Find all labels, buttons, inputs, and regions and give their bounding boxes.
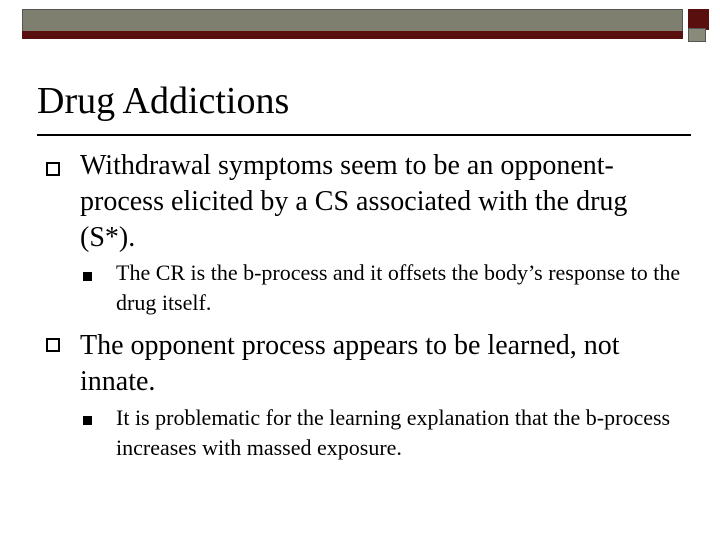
bullet-1-text: Withdrawal symptoms seem to be an opponent-process elicited by a CS associated with the drug (S*).: [80, 150, 628, 253]
sub-bullet-2-text: It is problematic for the learning explanation that the b-process increases with massed exposure.: [116, 405, 671, 460]
hollow-square-bullet-icon: [46, 338, 60, 352]
slide-title: Drug Addictions: [37, 80, 290, 122]
decorative-square-small: [688, 28, 706, 42]
sub-bullet-1-text: The CR is the b-process and it offsets the body’s response to the drug itself.: [116, 260, 681, 315]
bullet-2-text: The opponent process appears to be learned, not innate.: [80, 330, 620, 397]
decorative-accent-stripe: [22, 31, 683, 39]
decorative-square: [688, 9, 709, 30]
solid-square-bullet-icon: [83, 272, 92, 281]
decorative-top-bar: [22, 9, 683, 33]
title-underline: [37, 134, 691, 136]
solid-square-bullet-icon: [83, 416, 92, 425]
hollow-square-bullet-icon: [46, 162, 60, 176]
